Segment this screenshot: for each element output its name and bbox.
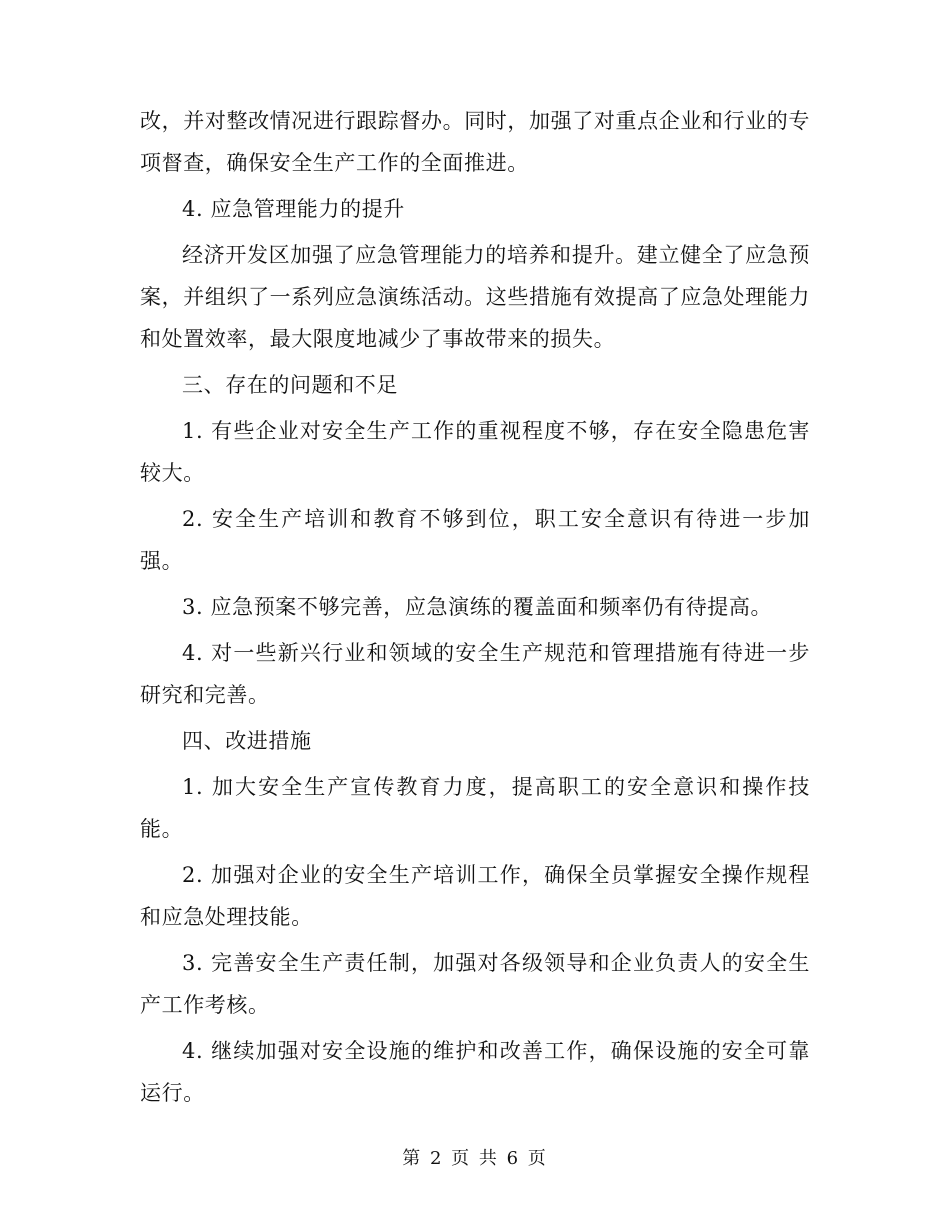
improvement-item-4: 4. 继续加强对安全设施的维护和改善工作，确保设施的安全可靠运行。 bbox=[140, 1039, 810, 1105]
document-body bbox=[140, 100, 810, 1118]
page-number-footer: 第 2 页 共 6 页 bbox=[402, 1148, 548, 1169]
improvement-item-1: 1. 加大安全生产宣传教育力度，提高职工的安全意识和操作技能。 bbox=[140, 775, 810, 841]
problem-item-2: 2. 安全生产培训和教育不够到位，职工安全意识有待进一步加强。 bbox=[140, 507, 810, 573]
subheading-emergency-management: 4. 应急管理能力的提升 bbox=[182, 197, 405, 221]
paragraph-continuation: 改，并对整改情况进行跟踪督办。同时，加强了对重点企业和行业的专项督查，确保安全生产工作的全面推进。 bbox=[140, 109, 810, 175]
problem-item-4: 4. 对一些新兴行业和领域的安全生产规范和管理措施有待进一步研究和完善。 bbox=[140, 641, 810, 707]
problem-item-3: 3. 应急预案不够完善，应急演练的覆盖面和频率仍有待提高。 bbox=[182, 595, 773, 619]
improvement-item-3: 3. 完善安全生产责任制，加强对各级领导和企业负责人的安全生产工作考核。 bbox=[140, 951, 810, 1017]
paragraph-emergency-management: 经济开发区加强了应急管理能力的培养和提升。建立健全了应急预案，并组织了一系列应急演练活动。这些措施有效提高了应急处理能力和处置效率，最大限度地减少了事故带来的损失。 bbox=[140, 243, 810, 351]
problem-item-1: 1. 有些企业对安全生产工作的重视程度不够，存在安全隐患危害较大。 bbox=[140, 419, 810, 485]
improvement-item-2: 2. 加强对企业的安全生产培训工作，确保全员掌握安全操作规程和应急处理技能。 bbox=[140, 863, 810, 929]
section-heading-problems: 三、存在的问题和不足 bbox=[182, 373, 398, 397]
section-heading-improvements: 四、改进措施 bbox=[182, 729, 312, 753]
